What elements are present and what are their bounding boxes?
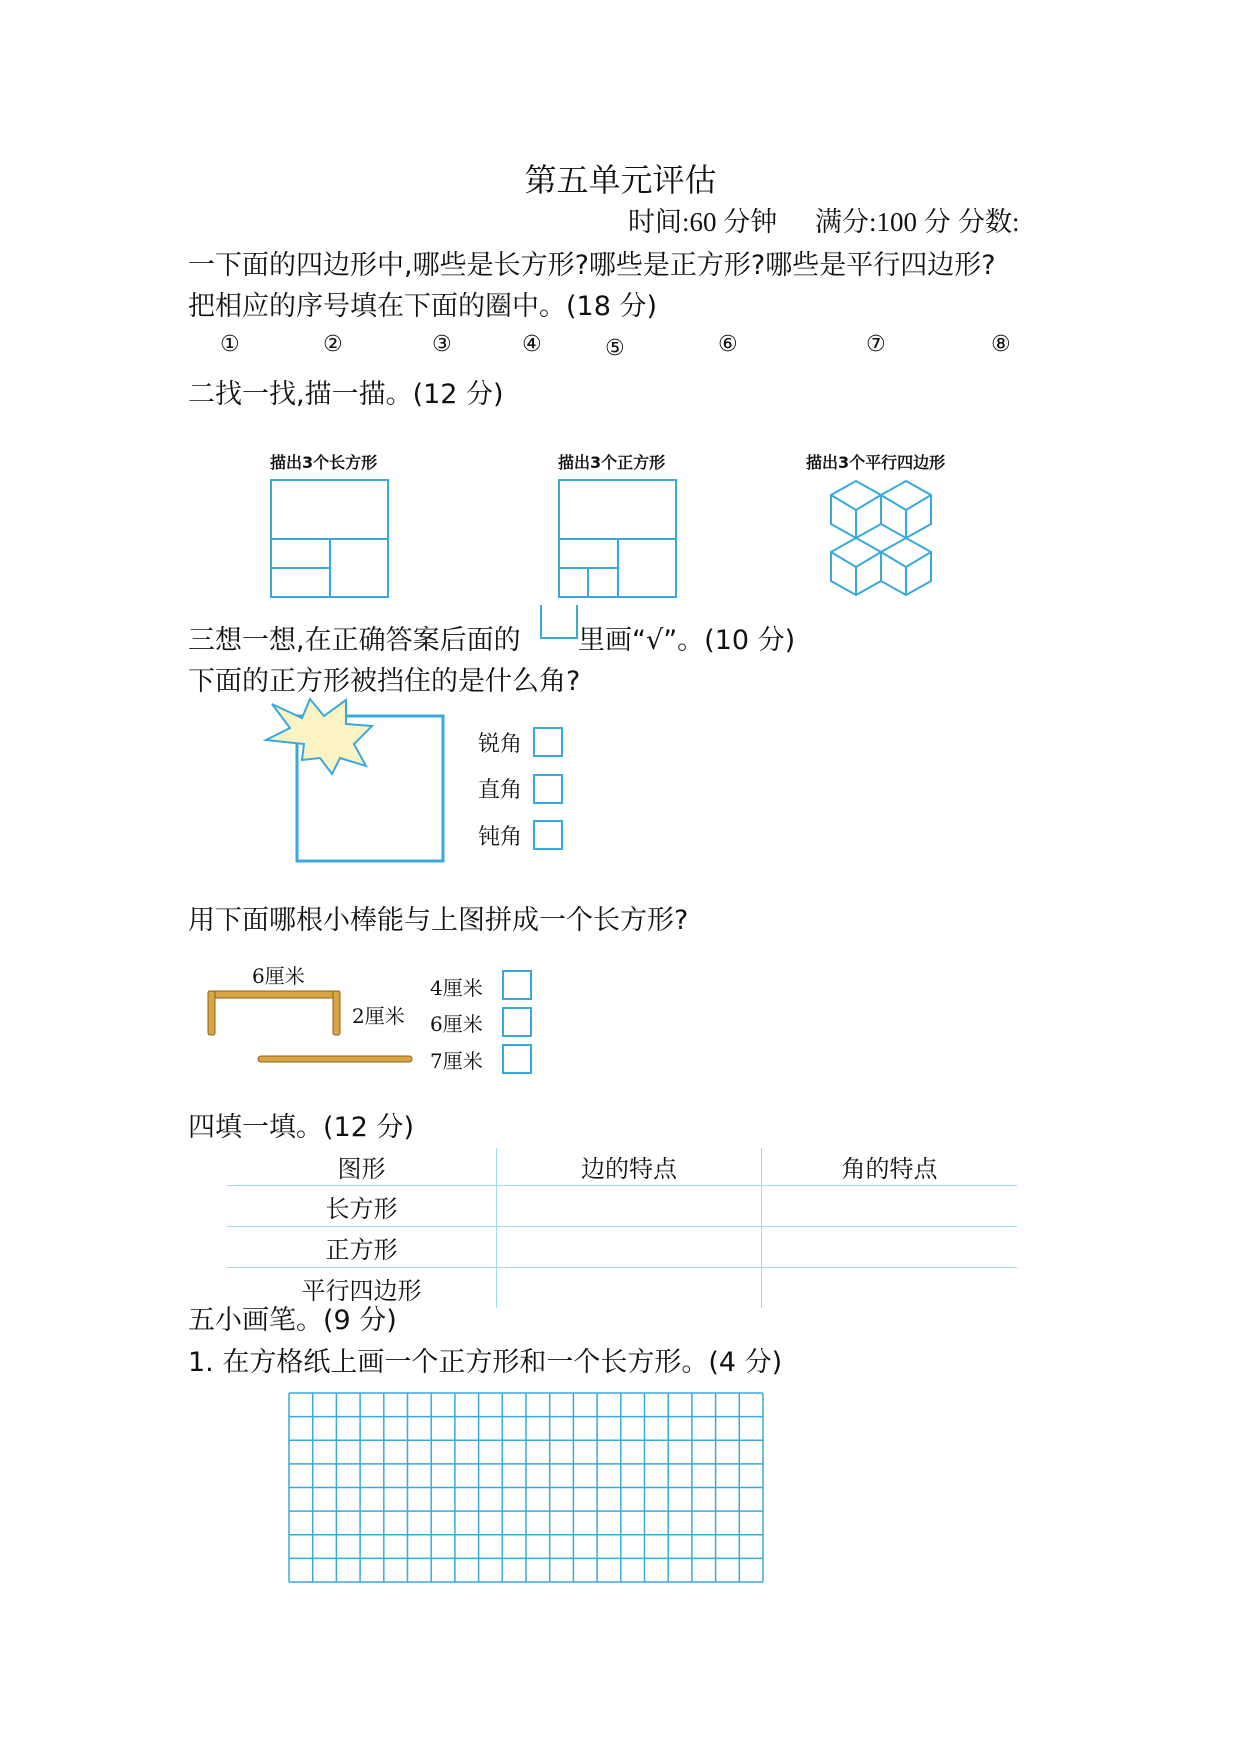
grid-paper[interactable] [288, 1392, 765, 1584]
cell-parallelogram-sides[interactable] [497, 1268, 762, 1309]
shape-label-6: ⑥ [718, 332, 738, 357]
checkbox-obtuse[interactable] [533, 820, 563, 850]
cell-rectangle-sides[interactable] [497, 1186, 762, 1227]
page-title: 第五单元评估 [524, 161, 717, 199]
q4-heading: 四填一填。(12 分) [188, 1112, 415, 1143]
header-angles: 角的特点 [762, 1148, 1018, 1186]
length-option-7: 7厘米 [430, 1049, 483, 1073]
q5-item1: 1. 在方格纸上画一个正方形和一个长方形。(4 分) [188, 1347, 783, 1378]
checkbox-length-6[interactable] [502, 1007, 532, 1037]
stick-side-label: 2厘米 [352, 1004, 405, 1028]
q5-heading: 五小画笔。(9 分) [188, 1305, 397, 1336]
cell-parallelogram-angles[interactable] [762, 1268, 1018, 1309]
caption-parallelograms: 描出3个平行四边形 [806, 453, 946, 472]
stick-top-label: 6厘米 [252, 964, 305, 988]
q2-heading: 二找一找,描一描。(12 分) [188, 379, 504, 410]
checkbox-length-7[interactable] [502, 1044, 532, 1074]
row-label-parallelogram: 平行四边形 [301, 1276, 422, 1305]
shape-label-8: ⑧ [991, 332, 1011, 357]
hidden-angle-figure [262, 696, 452, 866]
q1-line2: 把相应的序号填在下面的圈中。(18 分) [188, 291, 658, 322]
length-option-6: 6厘米 [430, 1012, 483, 1036]
q3-sub1: 下面的正方形被挡住的是什么角? [188, 666, 581, 697]
caption-squares: 描出3个正方形 [558, 453, 666, 472]
length-option-4: 4厘米 [430, 976, 483, 1000]
q3-heading-b: 里画“√”。(10 分) [578, 625, 796, 656]
shape-label-5: ⑤ [605, 336, 625, 361]
features-table [227, 1148, 1017, 1308]
score-label: 分数: [958, 207, 1020, 237]
answer-box-sample [540, 605, 578, 639]
row-label-square: 正方形 [227, 1227, 497, 1268]
option-acute: 锐角 [478, 732, 523, 757]
q3-sub2: 用下面哪根小棒能与上图拼成一个长方形? [188, 905, 689, 936]
full-score-label: 满分:100 分 [815, 207, 951, 237]
shape-label-4: ④ [522, 332, 542, 357]
caption-rectangles: 描出3个长方形 [270, 453, 378, 472]
header-sides: 边的特点 [497, 1148, 762, 1186]
shape-label-3: ③ [432, 332, 452, 357]
rectangles-figure [268, 477, 392, 601]
table-row [227, 1227, 1017, 1268]
table-row [227, 1186, 1017, 1227]
option-obtuse: 钝角 [478, 825, 523, 850]
cell-square-sides[interactable] [497, 1227, 762, 1268]
shape-label-2: ② [323, 332, 343, 357]
time-label: 时间:60 分钟 [628, 207, 778, 237]
shape-label-1: ① [220, 332, 240, 357]
cell-square-angles[interactable] [762, 1227, 1018, 1268]
checkbox-acute[interactable] [533, 727, 563, 757]
shape-label-7: ⑦ [866, 332, 886, 357]
q3-heading-a: 三想一想,在正确答案后面的 [188, 625, 521, 656]
header-shape: 图形 [227, 1148, 497, 1186]
option-right: 直角 [478, 778, 523, 803]
parallelograms-figure [828, 474, 938, 598]
cell-rectangle-angles[interactable] [762, 1186, 1018, 1227]
checkbox-length-4[interactable] [502, 970, 532, 1000]
checkbox-right[interactable] [533, 774, 563, 804]
table-header-row [227, 1148, 1017, 1186]
row-label-rectangle: 长方形 [227, 1186, 497, 1227]
q1-line1: 一下面的四边形中,哪些是长方形?哪些是正方形?哪些是平行四边形? [188, 250, 996, 281]
squares-figure [556, 477, 680, 601]
